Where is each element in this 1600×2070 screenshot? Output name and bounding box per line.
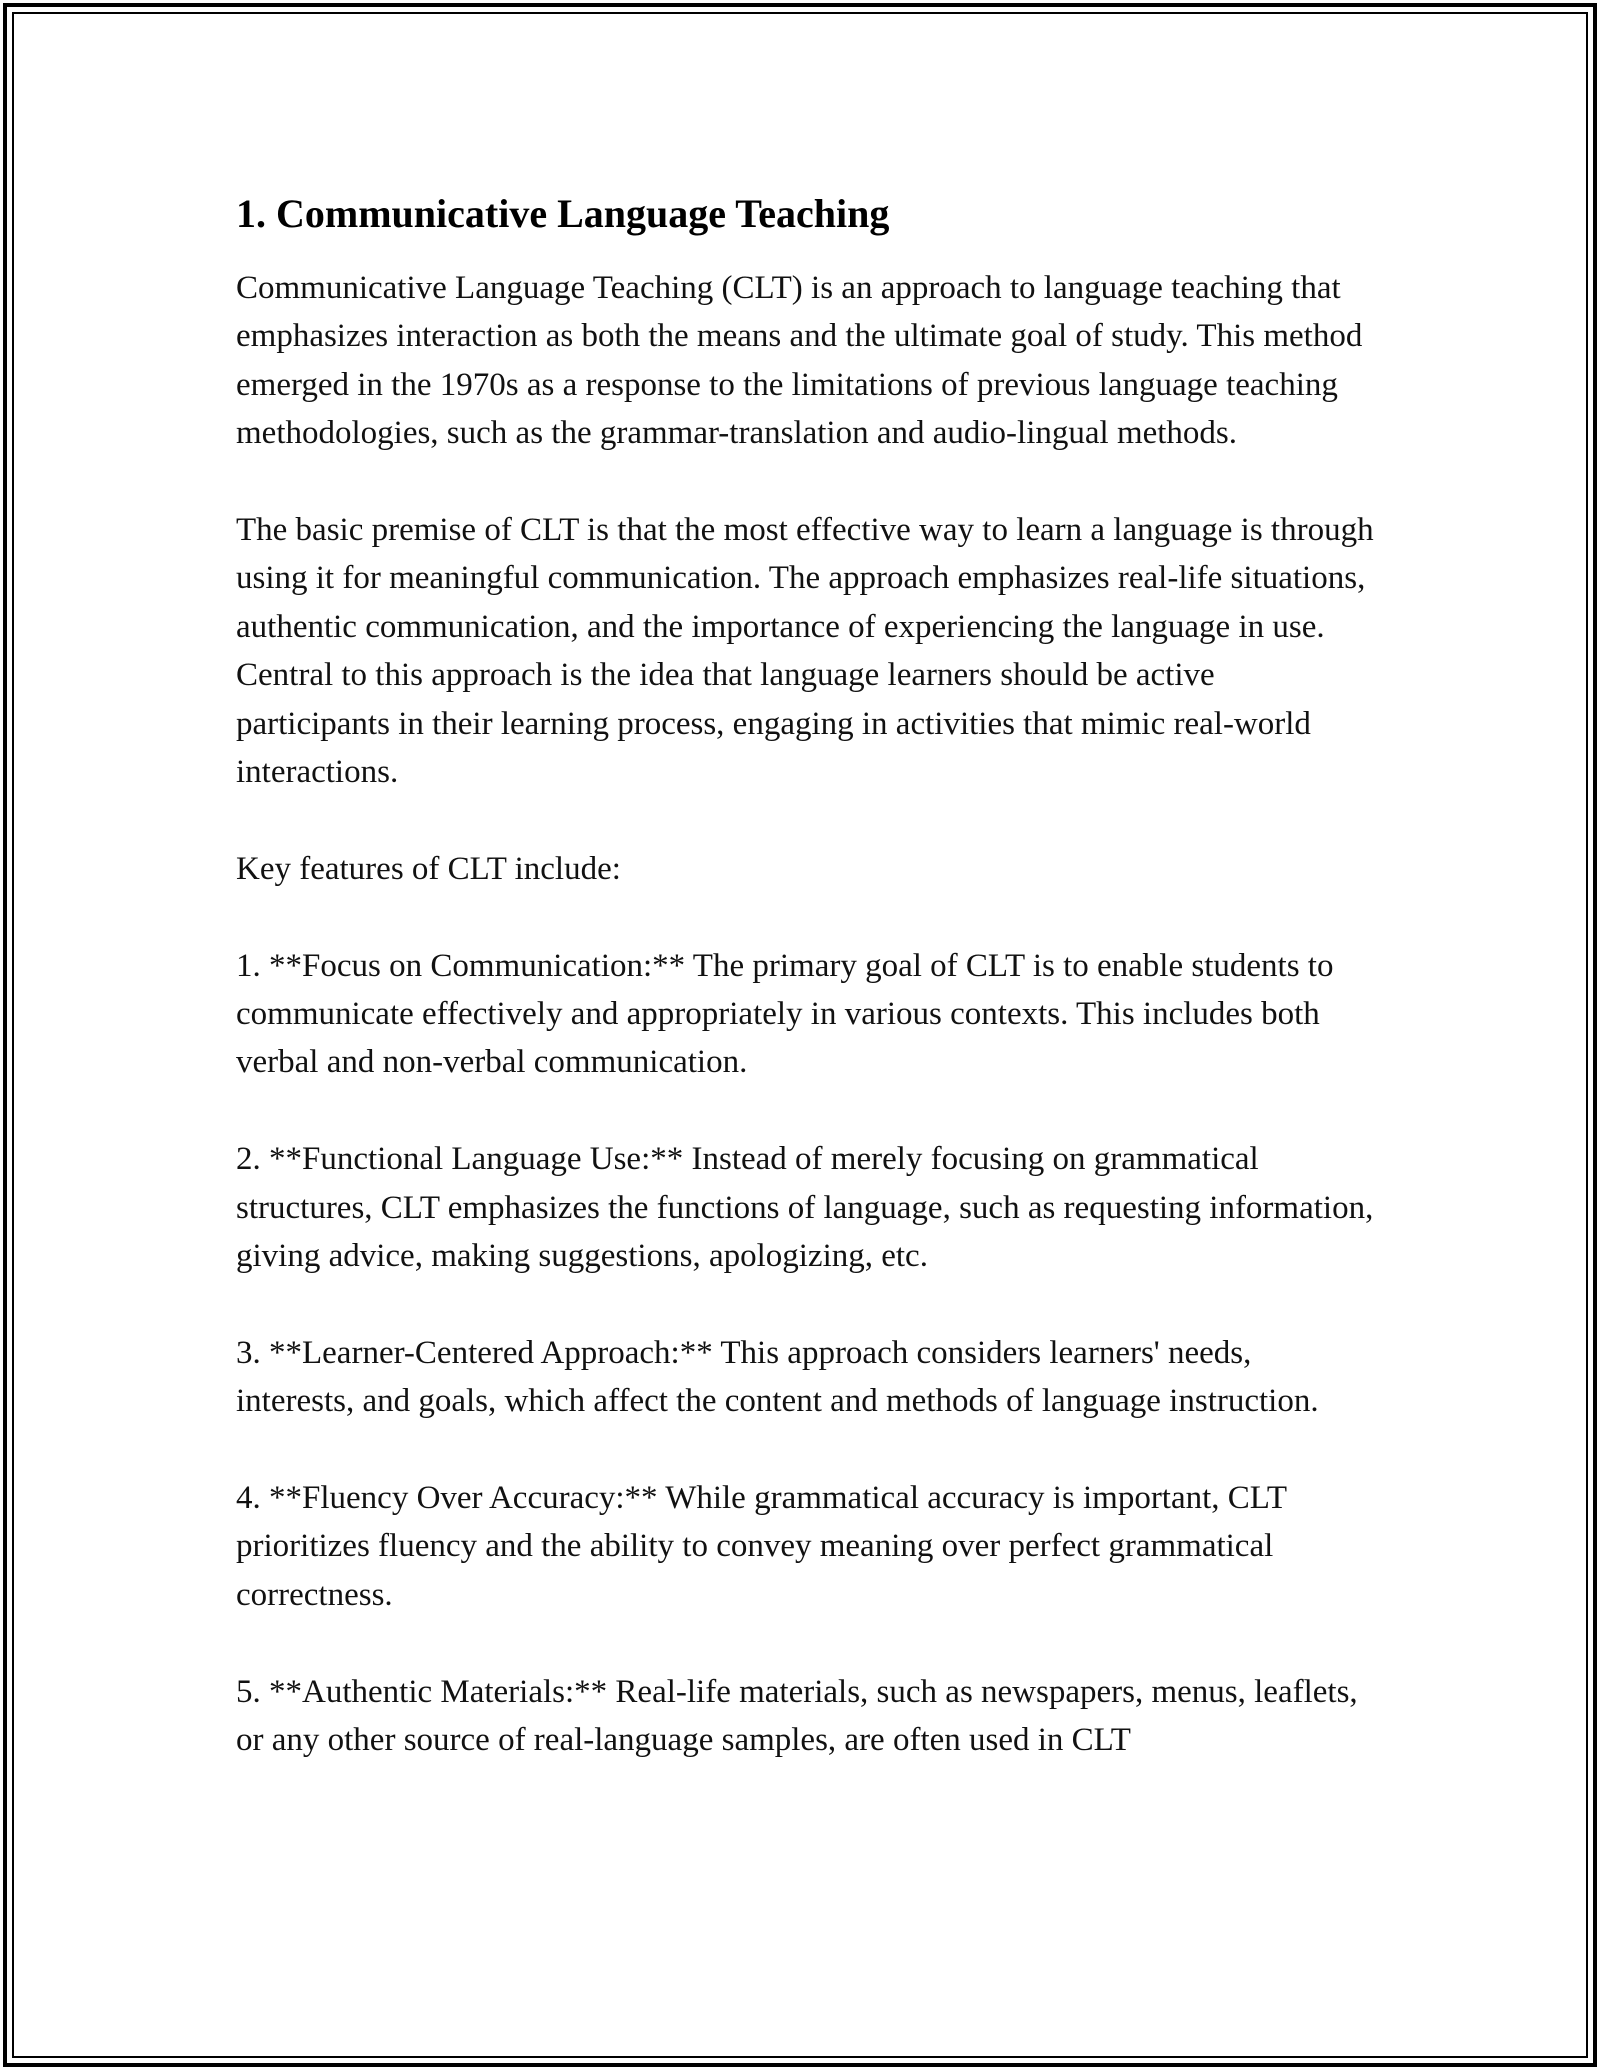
list-item-functional-language-use: 2. **Functional Language Use:** Instead of merely focusing on grammatical structures, CLT emphasizes the functions of language, such as requesting information, giving advice, making suggestions, apologizing, etc.: [236, 1141, 1374, 1275]
list-item-focus-on-communication: 1. **Focus on Communication:** The primary goal of CLT is to enable students to communicate effectively and appropriately in various contexts. This includes both verbal and non-verbal communication.: [236, 947, 1334, 1081]
list-item-learner-centered-approach: 3. **Learner-Centered Approach:** This approach considers learners' needs, interests, and goals, which affect the content and methods of language instruction.: [236, 1334, 1319, 1420]
document-body: [236, 186, 1376, 1764]
list-item-fluency-over-accuracy: 4. **Fluency Over Accuracy:** While grammatical accuracy is important, CLT prioritizes fluency and the ability to convey meaning over perfect grammatical correctness.: [236, 1480, 1287, 1613]
paragraph-premise: The basic premise of CLT is that the most effective way to learn a language is through using it for meaningful communication. The approach emphasizes real-life situations, authentic communication, and the importance of experiencing the language in use. Central to this approach is the idea that language learners should be active participants in their learning process, engaging in activities that mimic real-world interactions.: [236, 512, 1374, 791]
section-heading: 1. Communicative Language Teaching: [236, 191, 890, 236]
paragraph-key-features-intro: Key features of CLT include:: [236, 850, 621, 887]
list-item-authentic-materials: 5. **Authentic Materials:** Real-life materials, such as newspapers, menus, leaflets, or any other source of real-language samples, are often used in CLT: [236, 1673, 1358, 1759]
paragraph-intro: Communicative Language Teaching (CLT) is an approach to language teaching that emphasizes interaction as both the means and the ultimate goal of study. This method emerged in the 1970s as a response to the limitations of previous language teaching methodologies, such as the grammar-translation and audio-lingual methods.: [236, 270, 1363, 452]
